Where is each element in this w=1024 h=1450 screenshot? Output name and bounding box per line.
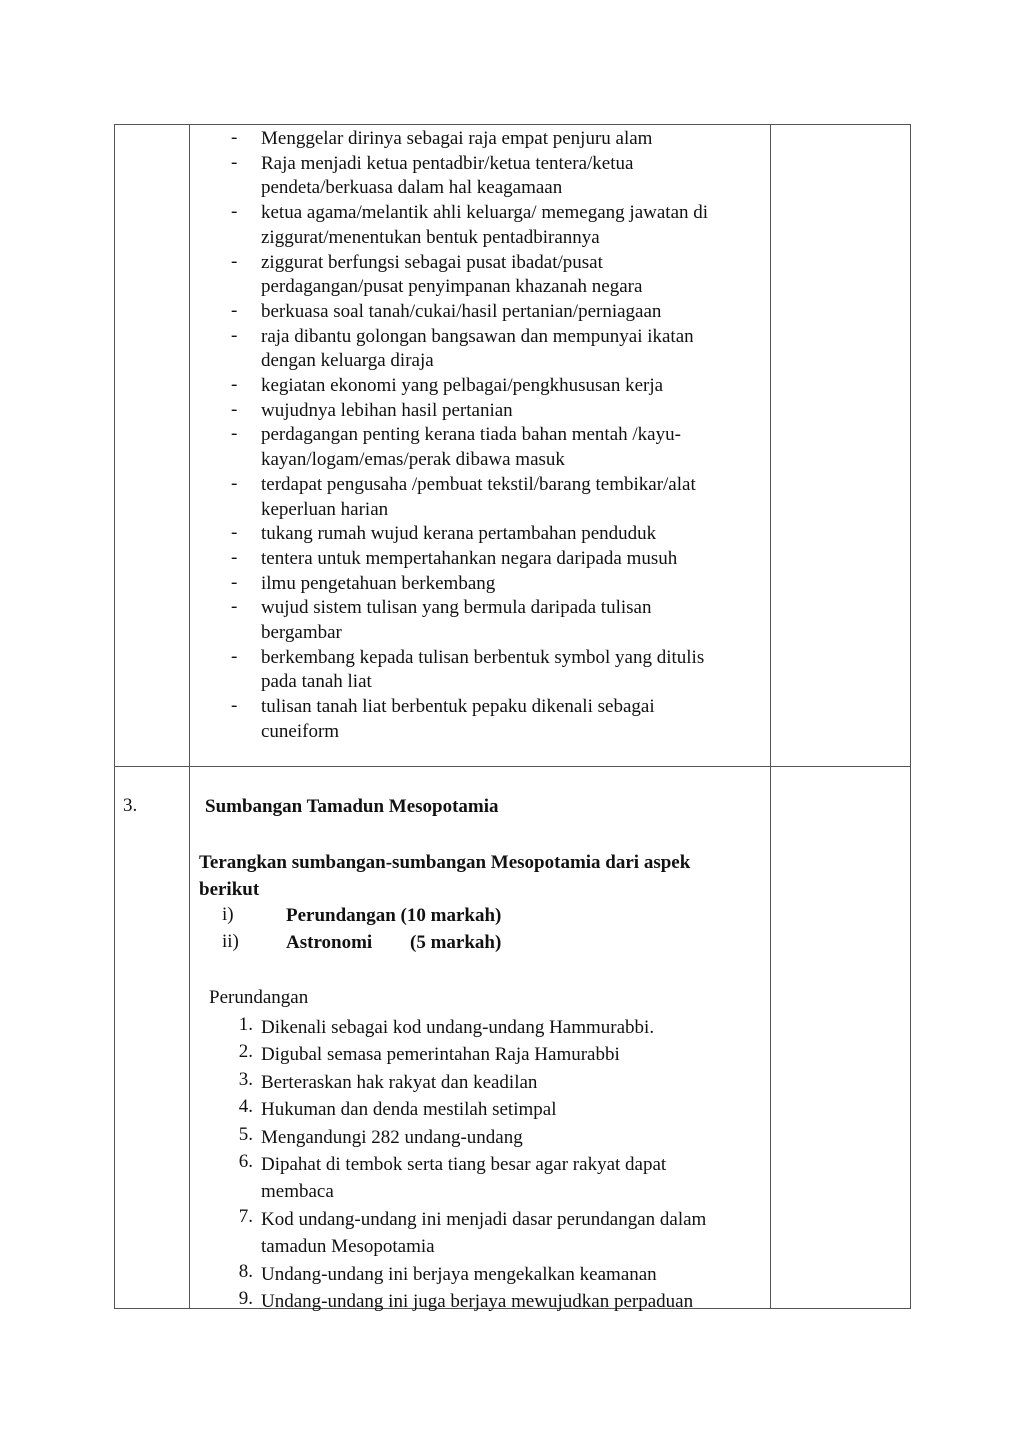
bullet-item-line: pada tanah liat (261, 671, 372, 693)
bullet-dash: - (231, 127, 238, 148)
list-item-text: Dikenali sebagai kod undang-undang Hammurabbi. (261, 1017, 655, 1038)
bullet-item-line: cuneiform (261, 720, 340, 742)
bullet-item-line: tentera untuk mempertahankan negara daripada musuh (261, 547, 678, 569)
list-item-text: Dipahat di tembok serta tiang besar agar rakyat dapat (261, 1154, 667, 1175)
bullet-dash: - (231, 299, 238, 321)
bullet-item-line: kegiatan ekonomi yang pelbagai/pengkhususan kerja (261, 375, 664, 396)
bullet-item-line: berkembang kepada tulisan berbentuk symbol yang ditulis (261, 646, 705, 668)
question-line-1: Terangkan sumbangan-sumbangan Mesopotamia dari aspek (199, 852, 691, 873)
bullet-item-line: bergambar (261, 622, 342, 643)
bullet-item-line: Menggelar dirinya sebagai raja empat penjuru alam (261, 128, 653, 149)
bullet-item-line: raja dibantu golongan bangsawan dan mempunyai ikatan (261, 325, 694, 347)
list-item-number: 7. (238, 1205, 253, 1227)
bullet-item-line: ziggurat/menentukan bentuk pentadbirannya (261, 226, 600, 248)
bullet-item-line: keperluan harian (261, 498, 389, 520)
row-number: 3. (123, 795, 138, 816)
bullet-dash: - (231, 324, 238, 346)
bullet-item-line: ilmu pengetahuan berkembang (261, 572, 496, 594)
bullet-item-line: tukang rumah wujud kerana pertambahan penduduk (261, 523, 657, 545)
table-left-border (114, 124, 115, 1309)
bullet-item-line: terdapat pengusaha /pembuat tekstil/barang tembikar/alat (261, 473, 696, 495)
list-item-text: Kod undang-undang ini menjadi dasar perundangan dalam (261, 1208, 707, 1230)
row-divider (114, 766, 911, 767)
section-heading: Sumbangan Tamadun Mesopotamia (205, 796, 499, 817)
bullet-item-line: ketua agama/melantik ahli keluarga/ memegang jawatan di (261, 202, 709, 224)
bullet-item-line: wujudnya lebihan hasil pertanian (261, 399, 513, 421)
bullet-dash: - (231, 596, 238, 618)
bullet-dash: - (231, 546, 238, 568)
subquestion-ii-marks: (5 markah) (410, 932, 502, 953)
list-item-number: 6. (238, 1151, 253, 1172)
subquestion-i-number: i) (222, 904, 234, 925)
bullet-dash: - (231, 151, 238, 173)
list-item-number: 5. (238, 1123, 253, 1145)
bullet-item-line: kayan/logam/emas/perak dibawa masuk (261, 449, 565, 471)
list-item-text: Mengandungi 282 undang-undang (261, 1126, 523, 1148)
bullet-dash: - (231, 374, 238, 395)
list-item-text: Digubal semasa pemerintahan Raja Hamurabbi (261, 1044, 620, 1066)
perundangan-title: Perundangan (209, 987, 309, 1008)
bullet-dash: - (231, 201, 238, 223)
bullet-dash: - (231, 522, 238, 544)
bullet-dash: - (231, 645, 238, 667)
list-item-text: Hukuman dan denda mestilah setimpal (261, 1099, 557, 1121)
bullet-dash: - (231, 695, 238, 717)
list-item-number: 4. (238, 1096, 253, 1118)
subquestion-ii-number: ii) (222, 931, 239, 952)
list-item-text: membaca (261, 1181, 334, 1203)
list-item-text: Undang-undang ini berjaya mengekalkan keamanan (261, 1263, 657, 1285)
list-item-text: Berteraskan hak rakyat dan keadilan (261, 1071, 538, 1093)
subquestion-ii-text: Astronomi (286, 932, 373, 953)
bullet-item-line: tulisan tanah liat berbentuk pepaku dikenali sebagai (261, 696, 655, 718)
list-item-number: 3. (238, 1068, 253, 1090)
bullet-item-line: perdagangan/pusat penyimpanan khazanah negara (261, 276, 643, 298)
bullet-dash: - (231, 398, 238, 420)
subquestion-i-text: Perundangan (10 markah) (286, 905, 502, 926)
bullet-dash: - (231, 571, 238, 593)
list-item-text: Undang-undang ini juga berjaya mewujudkan perpaduan (261, 1291, 694, 1312)
table-top-border (114, 124, 911, 125)
list-item-number: 1. (238, 1014, 253, 1035)
bullet-dash: - (231, 250, 238, 272)
bullet-item-line: perdagangan penting kerana tiada bahan mentah /kayu- (261, 424, 681, 446)
bullet-dash: - (231, 423, 238, 445)
bullet-item-line: ziggurat berfungsi sebagai pusat ibadat/pusat (261, 251, 603, 273)
list-item-number: 8. (238, 1260, 253, 1282)
list-item-text: tamadun Mesopotamia (261, 1236, 435, 1258)
list-item-number: 2. (238, 1041, 253, 1063)
list-item-number: 9. (238, 1288, 253, 1309)
table-right-border (910, 124, 911, 1309)
bullet-item-line: wujud sistem tulisan yang bermula daripada tulisan (261, 597, 652, 619)
column-divider-1 (189, 124, 190, 1309)
bullet-item-line: pendeta/berkuasa dalam hal keagamaan (261, 177, 563, 199)
bullet-item-line: Raja menjadi ketua pentadbir/ketua tentera/ketua (261, 152, 634, 174)
question-line-2: berikut (199, 879, 260, 900)
bullet-item-line: dengan keluarga diraja (261, 350, 434, 372)
bullet-item-line: berkuasa soal tanah/cukai/hasil pertanian/perniagaan (261, 300, 662, 322)
bullet-dash: - (231, 472, 238, 494)
column-divider-2 (770, 124, 771, 1309)
